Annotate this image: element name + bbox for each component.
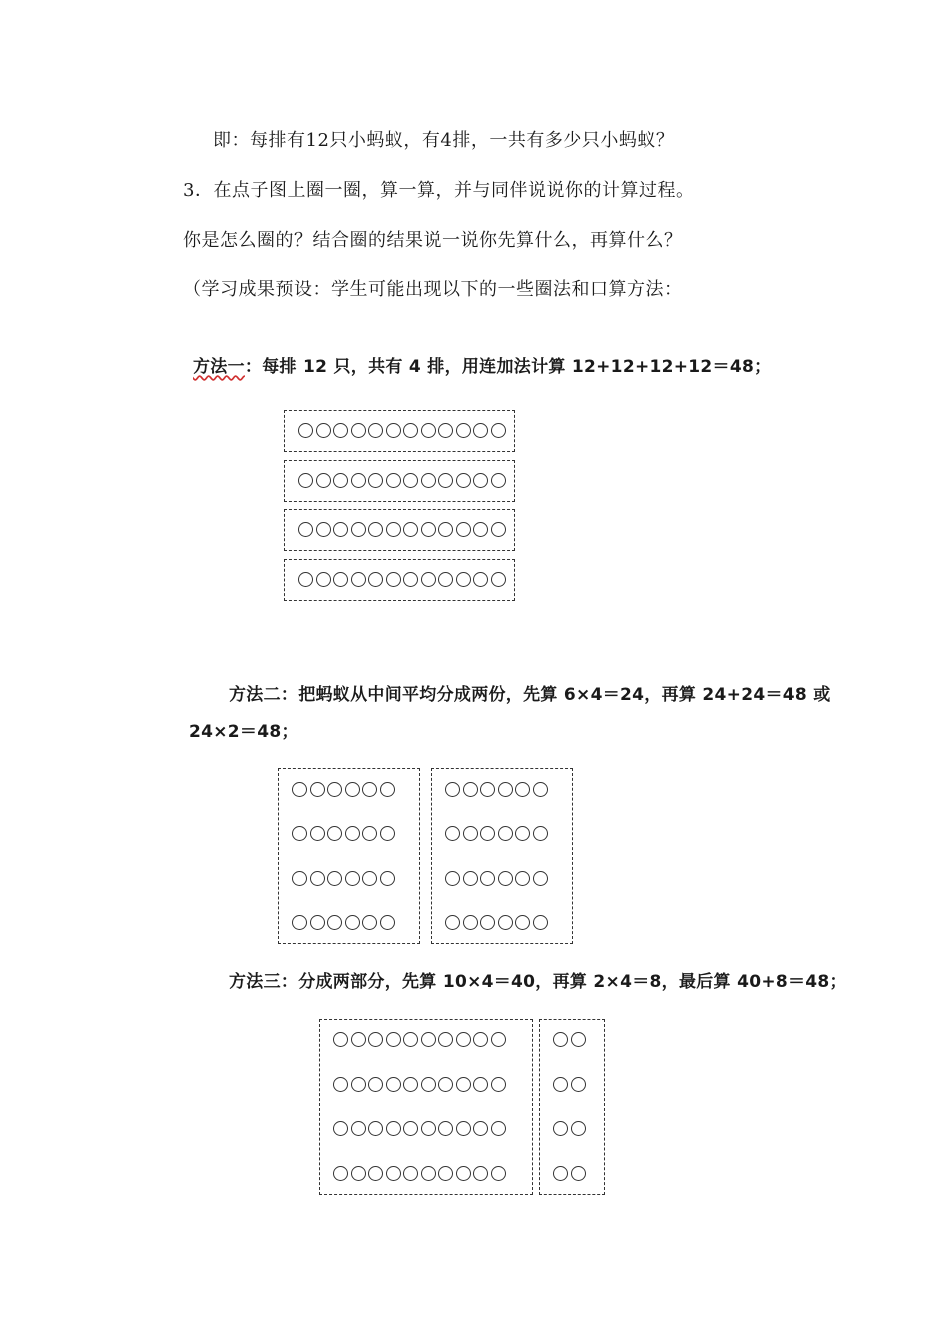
ant-circle <box>473 572 488 587</box>
ant-circle <box>438 423 453 438</box>
ant-circle <box>292 826 307 841</box>
ant-circle <box>491 1032 506 1047</box>
ant-circle <box>553 1032 568 1047</box>
ant-circle <box>316 473 331 488</box>
question-restatement: 即：每排有12只小蚂蚁，有4排，一共有多少只小蚂蚁？ <box>213 130 675 151</box>
ant-circle <box>333 1121 348 1136</box>
ant-circle <box>491 572 506 587</box>
ant-circle <box>571 1032 586 1047</box>
ant-circle <box>515 826 530 841</box>
ant-circle <box>456 473 471 488</box>
ant-circle <box>480 915 495 930</box>
task-3-instruction: 3．在点子图上圈一圈，算一算，并与同伴说说你的计算过程。 <box>183 180 695 201</box>
ant-circle <box>345 782 360 797</box>
method-1-label: 方法一 <box>193 357 245 377</box>
ant-circle <box>292 915 307 930</box>
ant-circle <box>403 1032 418 1047</box>
ant-circle <box>368 423 383 438</box>
ant-circle <box>421 1166 436 1181</box>
ant-circle <box>333 522 348 537</box>
ant-circle <box>445 782 460 797</box>
ant-circle <box>553 1166 568 1181</box>
ant-row <box>298 522 508 537</box>
ant-circle <box>533 782 548 797</box>
ant-circle <box>438 572 453 587</box>
ant-circle <box>298 522 313 537</box>
ant-circle <box>345 915 360 930</box>
ant-circle <box>386 1166 401 1181</box>
ant-circle <box>298 572 313 587</box>
ant-circle <box>438 1166 453 1181</box>
ant-circle <box>480 826 495 841</box>
ant-circle <box>498 826 513 841</box>
ant-circle <box>368 522 383 537</box>
ant-circle <box>345 826 360 841</box>
ant-circle <box>333 473 348 488</box>
ant-circle <box>533 826 548 841</box>
ant-circle <box>362 826 377 841</box>
ant-circle <box>473 423 488 438</box>
ant-row <box>445 915 550 930</box>
ant-circle <box>403 473 418 488</box>
ant-circle <box>438 1077 453 1092</box>
ant-row <box>298 473 508 488</box>
ant-circle <box>351 1166 366 1181</box>
ant-circle <box>386 572 401 587</box>
ant-circle <box>553 1121 568 1136</box>
ant-circle <box>438 473 453 488</box>
ant-circle <box>368 572 383 587</box>
ant-circle <box>533 871 548 886</box>
ant-circle <box>310 782 325 797</box>
ant-circle <box>292 871 307 886</box>
ant-circle <box>351 423 366 438</box>
ant-row <box>298 423 508 438</box>
ant-circle <box>491 473 506 488</box>
ant-circle <box>327 826 342 841</box>
method-1-caption <box>193 352 771 377</box>
ant-row <box>333 1077 508 1092</box>
ant-circle <box>333 1032 348 1047</box>
ant-circle <box>421 473 436 488</box>
ant-circle <box>298 423 313 438</box>
ant-circle <box>316 522 331 537</box>
ant-circle <box>351 1032 366 1047</box>
ant-circle <box>463 826 478 841</box>
ant-row <box>292 826 397 841</box>
ant-circle <box>515 915 530 930</box>
ant-circle <box>368 1121 383 1136</box>
ant-circle <box>351 572 366 587</box>
ant-circle <box>533 915 548 930</box>
ant-circle <box>298 473 313 488</box>
ant-circle <box>498 871 513 886</box>
method-3-caption: 方法三：分成两部分，先算 10×4＝40，再算 2×4＝8，最后算 40+8＝48； <box>229 972 847 992</box>
method-2-caption-cont: 24×2＝48； <box>189 722 299 742</box>
ant-circle <box>362 782 377 797</box>
ant-circle <box>351 522 366 537</box>
ant-circle <box>571 1077 586 1092</box>
ant-circle <box>473 1077 488 1092</box>
ant-row <box>333 1166 508 1181</box>
ant-row <box>298 572 508 587</box>
ant-circle <box>333 423 348 438</box>
ant-circle <box>491 522 506 537</box>
ant-circle <box>421 572 436 587</box>
ant-circle <box>351 1077 366 1092</box>
ant-circle <box>456 572 471 587</box>
ant-circle <box>362 915 377 930</box>
ant-circle <box>327 782 342 797</box>
ant-circle <box>491 1077 506 1092</box>
ant-circle <box>456 1121 471 1136</box>
ant-circle <box>403 423 418 438</box>
ant-row <box>333 1121 508 1136</box>
ant-circle <box>316 572 331 587</box>
ant-row <box>292 915 397 930</box>
ant-circle <box>403 1121 418 1136</box>
ant-circle <box>362 871 377 886</box>
ant-circle <box>491 1166 506 1181</box>
ant-circle <box>473 1121 488 1136</box>
ant-circle <box>498 915 513 930</box>
ant-circle <box>445 826 460 841</box>
ant-circle <box>333 1077 348 1092</box>
ant-circle <box>438 1032 453 1047</box>
ant-row <box>553 1032 588 1047</box>
method-2-caption: 方法二：把蚂蚁从中间平均分成两份，先算 6×4＝24，再算 24+24＝48 或 <box>229 685 831 705</box>
task-3-question: 你是怎么圈的？结合圈的结果说一说你先算什么，再算什么？ <box>183 230 683 251</box>
ant-row <box>445 871 550 886</box>
ant-circle <box>380 782 395 797</box>
ant-circle <box>386 1032 401 1047</box>
ant-circle <box>316 423 331 438</box>
ant-circle <box>571 1166 586 1181</box>
ant-circle <box>368 1077 383 1092</box>
ant-circle <box>438 522 453 537</box>
ant-circle <box>463 915 478 930</box>
ant-circle <box>368 1032 383 1047</box>
ant-circle <box>463 871 478 886</box>
ant-circle <box>403 1166 418 1181</box>
ant-circle <box>380 826 395 841</box>
ant-circle <box>292 782 307 797</box>
ant-row <box>445 826 550 841</box>
ant-circle <box>327 915 342 930</box>
ant-circle <box>473 1032 488 1047</box>
ant-circle <box>491 1121 506 1136</box>
ant-row <box>553 1121 588 1136</box>
ant-circle <box>368 473 383 488</box>
ant-circle <box>421 423 436 438</box>
ant-circle <box>473 522 488 537</box>
ant-circle <box>456 522 471 537</box>
ant-circle <box>515 871 530 886</box>
ant-row <box>292 871 397 886</box>
ant-circle <box>463 782 478 797</box>
ant-circle <box>421 1121 436 1136</box>
ant-circle <box>456 423 471 438</box>
ant-circle <box>310 871 325 886</box>
ant-row <box>292 782 397 797</box>
ant-circle <box>473 1166 488 1181</box>
ant-circle <box>445 871 460 886</box>
ant-circle <box>333 1166 348 1181</box>
ant-circle <box>421 522 436 537</box>
ant-circle <box>403 1077 418 1092</box>
expected-outcomes-intro: （学习成果预设：学生可能出现以下的一些圈法和口算方法： <box>183 279 683 300</box>
ant-circle <box>345 871 360 886</box>
ant-row <box>553 1166 588 1181</box>
ant-circle <box>351 473 366 488</box>
ant-circle <box>386 522 401 537</box>
ant-circle <box>333 572 348 587</box>
ant-circle <box>310 915 325 930</box>
ant-circle <box>571 1121 586 1136</box>
ant-circle <box>351 1121 366 1136</box>
ant-circle <box>438 1121 453 1136</box>
method-1-description: ：每排 12 只，共有 4 排，用连加法计算 12+12+12+12＝48； <box>244 357 772 377</box>
ant-row <box>333 1032 508 1047</box>
ant-circle <box>456 1166 471 1181</box>
ant-circle <box>310 826 325 841</box>
ant-circle <box>480 871 495 886</box>
ant-circle <box>421 1032 436 1047</box>
ant-row <box>553 1077 588 1092</box>
ant-circle <box>368 1166 383 1181</box>
ant-circle <box>491 423 506 438</box>
ant-circle <box>380 871 395 886</box>
ant-circle <box>327 871 342 886</box>
ant-circle <box>386 1121 401 1136</box>
ant-circle <box>386 473 401 488</box>
ant-circle <box>553 1077 568 1092</box>
ant-circle <box>386 423 401 438</box>
ant-row <box>445 782 550 797</box>
ant-circle <box>403 522 418 537</box>
ant-circle <box>473 473 488 488</box>
ant-circle <box>480 782 495 797</box>
ant-circle <box>380 915 395 930</box>
ant-circle <box>421 1077 436 1092</box>
ant-circle <box>456 1032 471 1047</box>
ant-circle <box>515 782 530 797</box>
ant-circle <box>498 782 513 797</box>
ant-circle <box>386 1077 401 1092</box>
ant-circle <box>445 915 460 930</box>
ant-circle <box>456 1077 471 1092</box>
ant-circle <box>403 572 418 587</box>
